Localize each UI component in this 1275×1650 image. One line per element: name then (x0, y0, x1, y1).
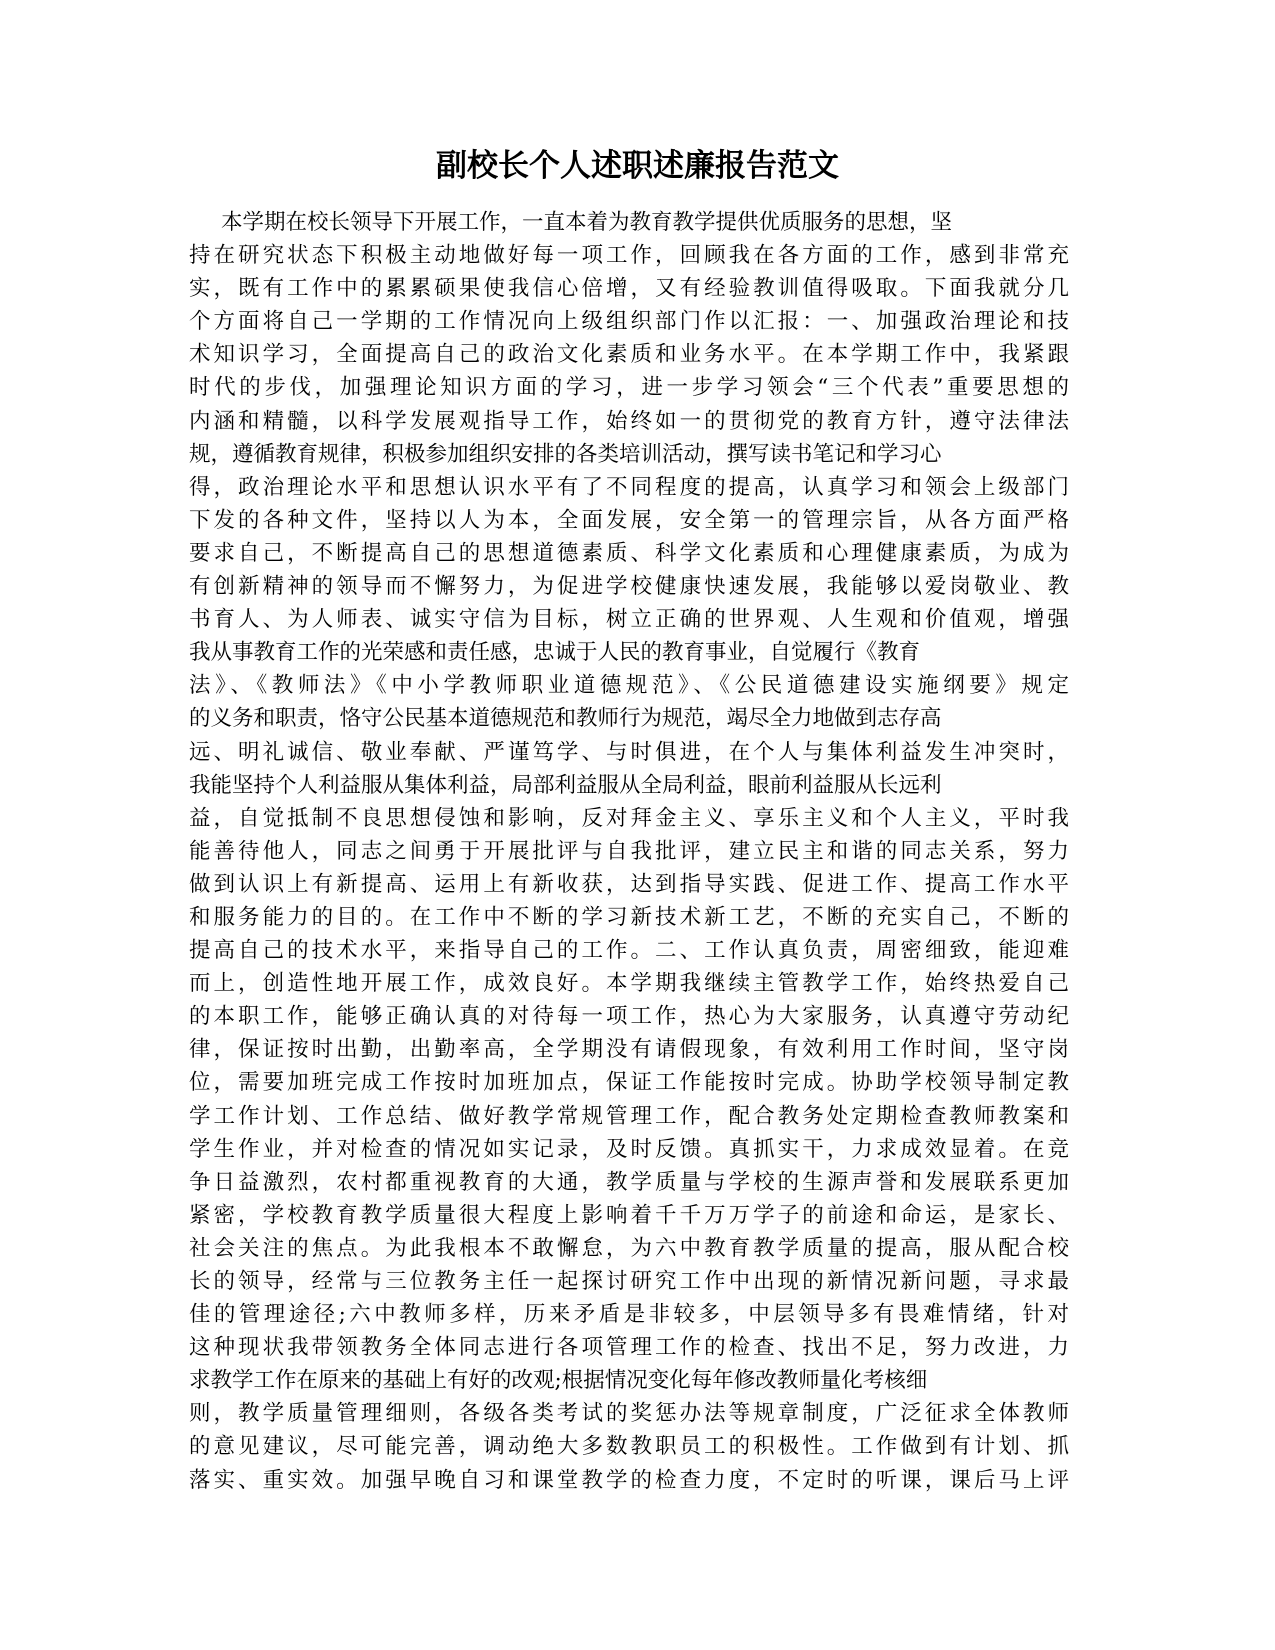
body-text-line: 下发的各种文件，坚持以人为本，全面发展，安全第一的管理宗旨，从各方面严格 (189, 507, 1069, 533)
body-text-line: 我能坚持个人利益服从集体利益，局部利益服从全局利益，眼前利益服从长远利 (189, 772, 942, 798)
body-text-line: 法》、《教师法》《中小学教师职业道德规范》、《公民道德建设实施纲要》规定 (189, 673, 1069, 699)
body-text-line: 位，需要加班完成工作按时加班加点，保证工作能按时完成。协助学校领导制定教 (189, 1070, 1069, 1096)
body-text-line: 术知识学习，全面提高自己的政治文化素质和业务水平。在本学期工作中，我紧跟 (189, 342, 1069, 368)
body-text-line: 有创新精神的领导而不懈努力，为促进学校健康快速发展，我能够以爱岗敬业、教 (189, 574, 1069, 600)
body-text-line: 落实、重实效。加强早晚自习和课堂教学的检查力度，不定时的听课，课后马上评 (189, 1467, 1069, 1493)
body-text-line: 紧密，学校教育教学质量很大程度上影响着千千万万学子的前途和命运，是家长、 (189, 1202, 1069, 1228)
body-text-line: 的本职工作，能够正确认真的对待每一项工作，热心为大家服务，认真遵守劳动纪 (189, 1004, 1069, 1030)
body-text-line: 学生作业，并对检查的情况如实记录，及时反馈。真抓实干，力求成效显着。在竞 (189, 1136, 1069, 1162)
body-text-line: 时代的步伐，加强理论知识方面的学习，进一步学习领会“三个代表”重要思想的 (189, 375, 1069, 401)
body-text-line: 争日益激烈，农村都重视教育的大通，教学质量与学校的生源声誉和发展联系更加 (189, 1169, 1069, 1195)
body-text-line: 益，自觉抵制不良思想侵蚀和影响，反对拜金主义、享乐主义和个人主义，平时我 (189, 805, 1069, 831)
body-text-line: 书育人、为人师表、诚实守信为目标，树立正确的世界观、人生观和价值观，增强 (189, 607, 1069, 633)
body-text-line: 得，政治理论水平和思想认识水平有了不同程度的提高，认真学习和领会上级部门 (189, 474, 1069, 500)
body-text-line: 规，遵循教育规律，积极参加组织安排的各类培训活动，撰写读书笔记和学习心 (189, 441, 942, 467)
body-text-line: 持在研究状态下积极主动地做好每一项工作，回顾我在各方面的工作，感到非常充 (189, 243, 1069, 269)
body-text-line: 提高自己的技术水平，来指导自己的工作。二、工作认真负责，周密细致，能迎难 (189, 938, 1069, 964)
body-text-line: 长的领导，经常与三位教务主任一起探讨研究工作中出现的新情况新问题，寻求最 (189, 1269, 1069, 1294)
body-text-line: 而上，创造性地开展工作，成效良好。本学期我继续主管教学工作，始终热爱自己 (189, 971, 1069, 997)
body-text-line: 这种现状我带领教务全体同志进行各项管理工作的检查、找出不足，努力改进，力 (189, 1335, 1069, 1361)
body-text-line: 做到认识上有新提高、运用上有新收获，达到指导实践、促进工作、提高工作水平 (189, 871, 1069, 897)
body-text-line: 内涵和精髓，以科学发展观指导工作，始终如一的贯彻党的教育方针，遵守法律法 (189, 408, 1069, 434)
body-text-line: 佳的管理途径;六中教师多样，历来矛盾是非较多，中层领导多有畏难情绪，针对 (189, 1302, 1069, 1328)
body-text-line: 能善待他人，同志之间勇于开展批评与自我批评，建立民主和谐的同志关系，努力 (189, 838, 1069, 864)
body-text-line: 的意见建议，尽可能完善，调动绝大多数教职员工的积极性。工作做到有计划、抓 (189, 1434, 1069, 1460)
body-text-line: 社会关注的焦点。为此我根本不敢懈怠，为六中教育教学质量的提高，服从配合校 (189, 1235, 1069, 1261)
body-text-line: 和服务能力的目的。在工作中不断的学习新技术新工艺，不断的充实自己，不断的 (189, 904, 1069, 930)
body-text-line: 我从事教育工作的光荣感和责任感，忠诚于人民的教育事业，自觉履行《教育 (189, 640, 921, 666)
document-body (189, 206, 1069, 1497)
document-title: 副校长个人述职述廉报告范文 (436, 148, 839, 184)
body-text-line: 学工作计划、工作总结、做好教学常规管理工作，配合教务处定期检查教师教案和 (189, 1103, 1069, 1129)
body-text-line: 实，既有工作中的累累硕果使我信心倍增，又有经验教训值得吸取。下面我就分几 (189, 276, 1069, 302)
body-text-line: 个方面将自己一学期的工作情况向上级组织部门作以汇报：一、加强政治理论和技 (189, 309, 1069, 335)
body-text-line: 本学期在校长领导下开展工作，一直本着为教育教学提供优质服务的思想，坚 (221, 210, 953, 235)
body-text-line: 远、明礼诚信、敬业奉献、严谨笃学、与时俱进，在个人与集体利益发生冲突时， (189, 739, 1069, 765)
body-text-line: 要求自己，不断提高自己的思想道德素质、科学文化素质和心理健康素质，为成为 (189, 540, 1069, 566)
body-text-line: 求教学工作在原来的基础上有好的改观;根据情况变化每年修改教师量化考核细 (189, 1368, 928, 1394)
body-text-line: 的义务和职责，恪守公民基本道德规范和教师行为规范，竭尽全力地做到志存高 (189, 706, 942, 732)
body-text-line: 律，保证按时出勤，出勤率高，全学期没有请假现象，有效利用工作时间，坚守岗 (189, 1037, 1069, 1063)
body-text-line: 则，教学质量管理细则，各级各类考试的奖惩办法等规章制度，广泛征求全体教师 (189, 1401, 1069, 1427)
